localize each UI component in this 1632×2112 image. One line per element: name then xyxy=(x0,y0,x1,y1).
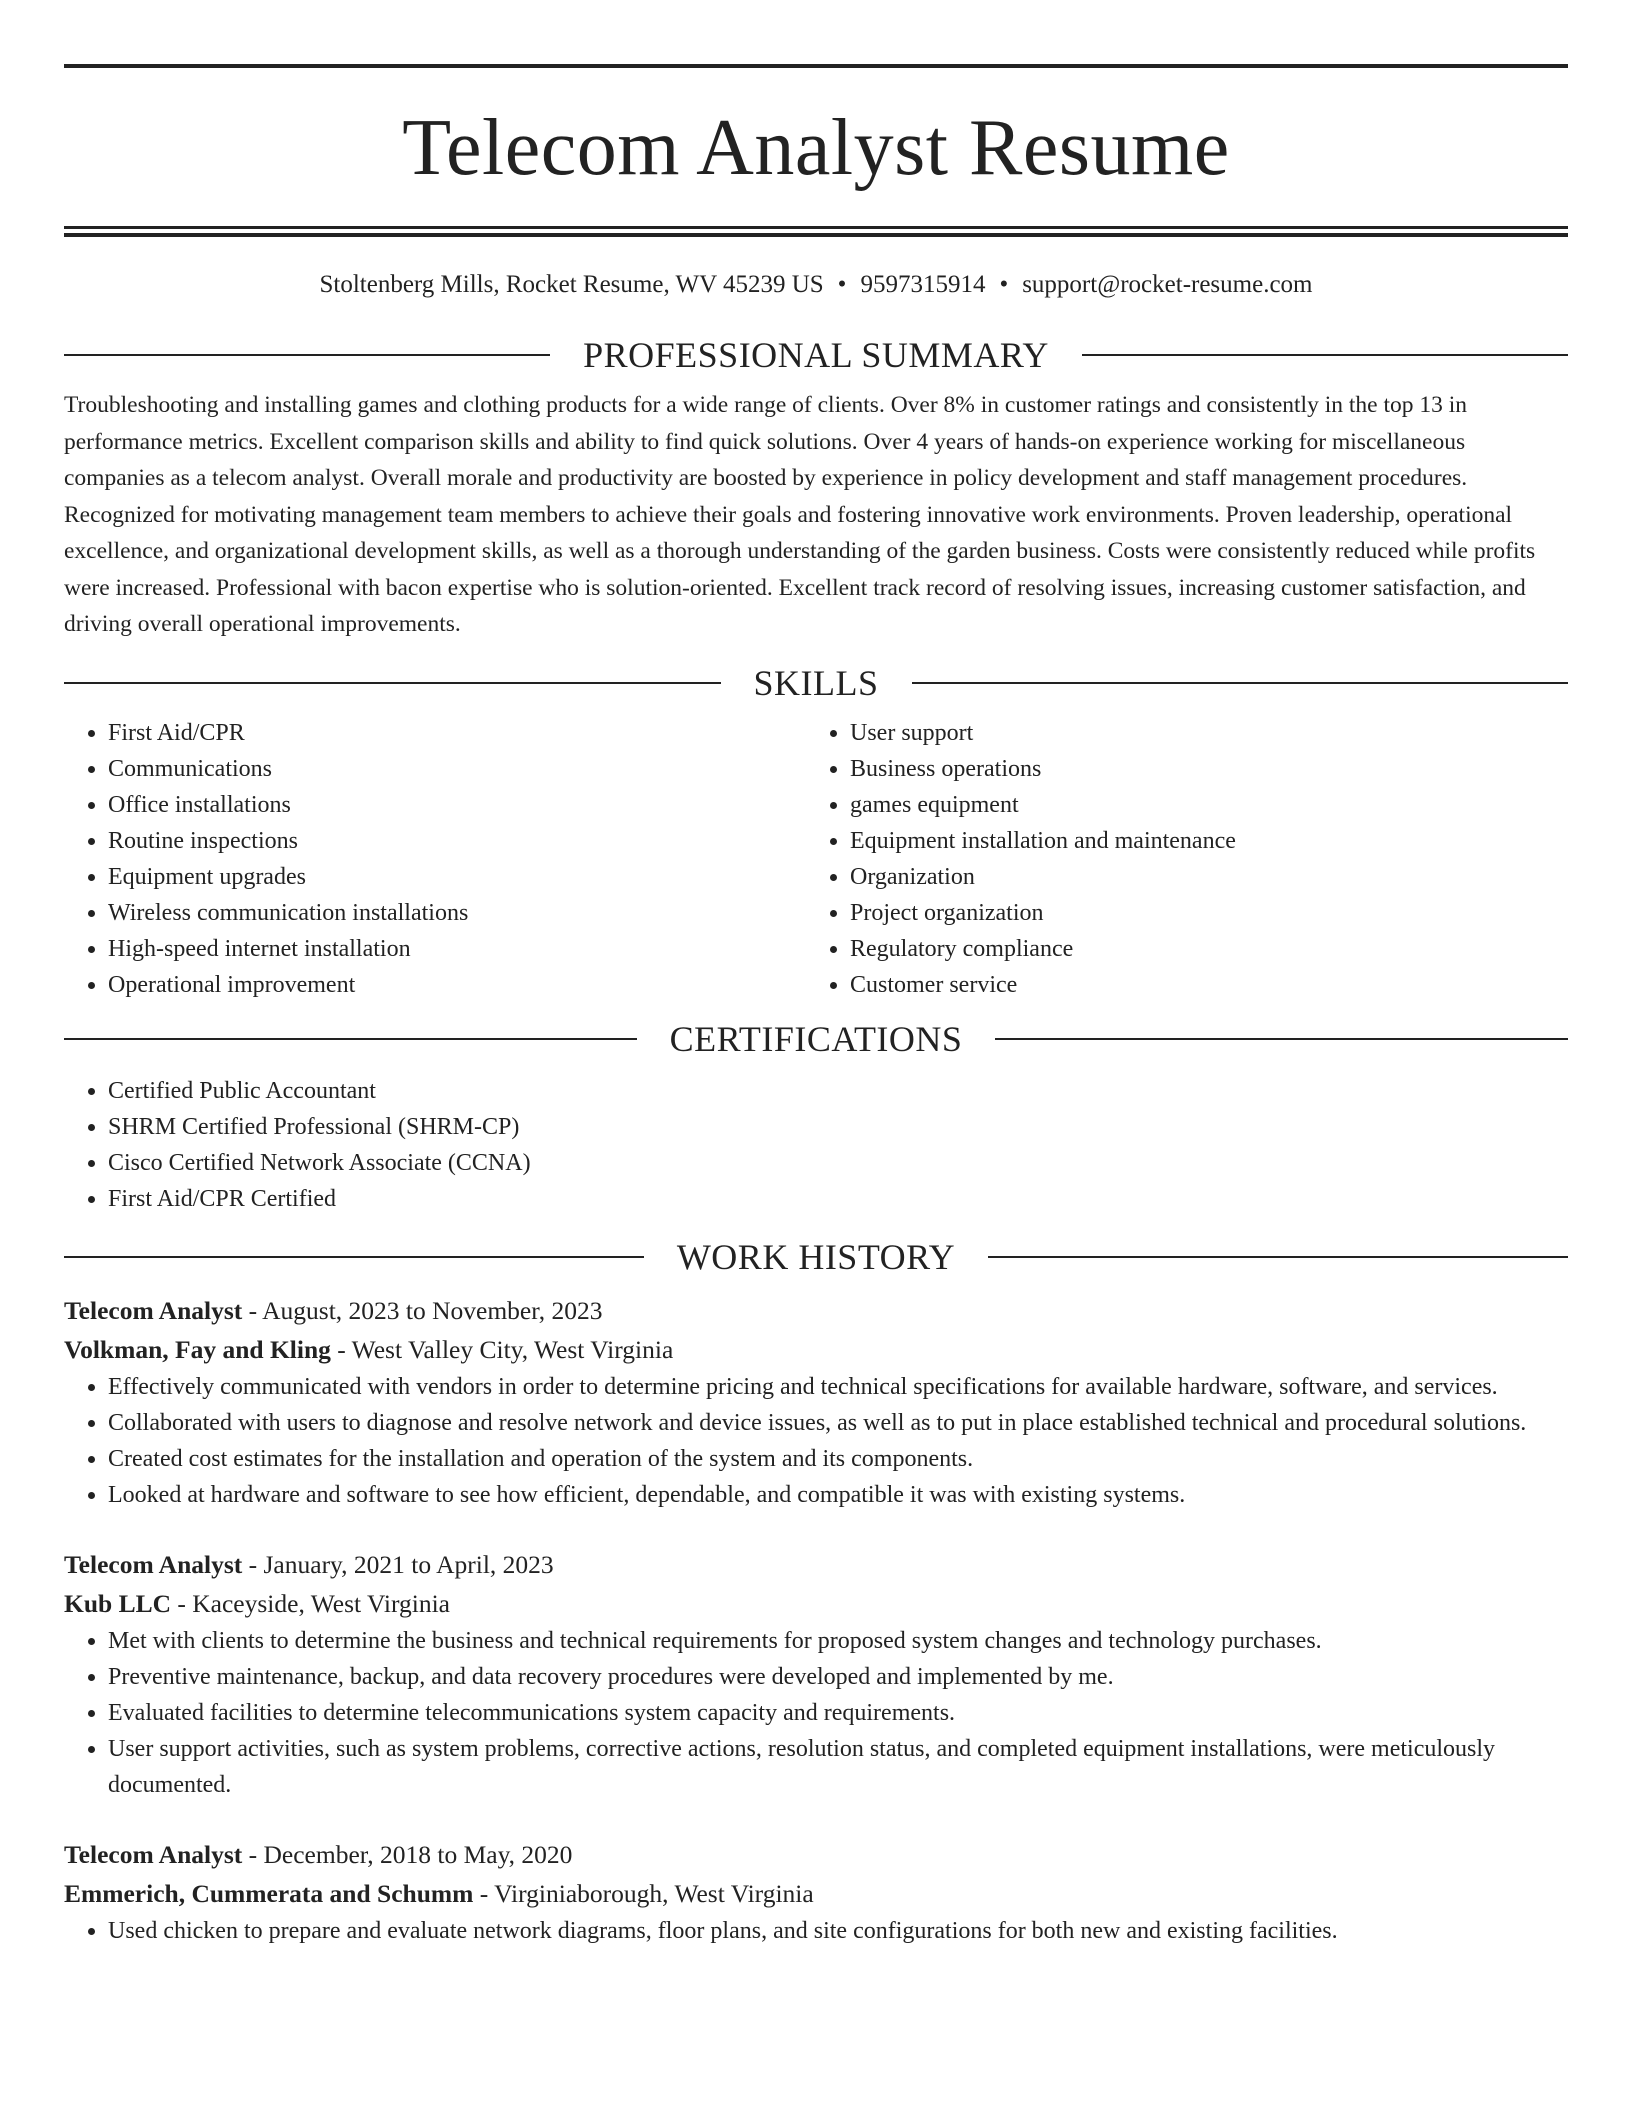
contact-email: support@rocket-resume.com xyxy=(1022,271,1313,298)
job-title-line xyxy=(64,1291,1568,1330)
summary-text: Troubleshooting and installing games and clothing products for a wide range of clients. Over 8% in customer ratings and consistently in the top 13 in performance metrics. Excellent comparison skills and ability to find quick solutions. Over 4 years of hands-on experience working for miscellaneous companies as a telecom analyst. Overall morale and productivity are boosted by experience in policy development and staff management procedures. Recognized for motivating management team members to achieve their goals and fostering innovative work environments. Proven leadership, operational excellence, and organizational development skills, as well as a thorough understanding of the garden business. Costs were consistently reduced while profits were increased. Professional with bacon expertise who is solution-oriented. Excellent track record of resolving issues, increasing customer satisfaction, and driving overall operational improvements. xyxy=(64,392,1536,637)
certification-item: • First Aid/CPR Certified xyxy=(108,1181,1568,1217)
heading-rule xyxy=(64,354,550,356)
job-bullets xyxy=(64,1913,1568,1949)
skill-item: • High-speed internet installation xyxy=(108,931,806,967)
job-location: - Virginiaborough, West Virginia xyxy=(479,1878,814,1908)
skill-item: • User support xyxy=(850,715,1548,751)
skill-item: • Organization xyxy=(850,859,1548,895)
job-company: Volkman, Fay and Kling xyxy=(64,1334,331,1364)
job-entry xyxy=(64,1835,1568,1949)
contact-phone: 9597315914 xyxy=(860,271,986,298)
job-title: Telecom Analyst xyxy=(64,1295,243,1325)
job-bullet: • Used chicken to prepare and evaluate network diagrams, floor plans, and site configurations for both new and existing facilities. xyxy=(108,1913,1568,1949)
skill-item: • games equipment xyxy=(850,787,1548,823)
skill-item: • Equipment upgrades xyxy=(108,859,806,895)
job-location: - Kaceyside, West Virginia xyxy=(177,1588,450,1618)
skill-item: • Project organization xyxy=(850,895,1548,931)
title-double-rule xyxy=(64,226,1568,237)
work-history-heading-row xyxy=(64,1235,1568,1279)
skill-item: • Operational improvement xyxy=(108,967,806,1003)
heading-rule xyxy=(912,682,1569,684)
skills-column-right xyxy=(806,715,1548,1003)
heading-rule xyxy=(64,682,721,684)
work-history-heading: WORK HISTORY xyxy=(676,1236,956,1277)
top-rule xyxy=(64,64,1568,68)
resume-page xyxy=(64,64,1568,1949)
skill-item: • Business operations xyxy=(850,751,1548,787)
contact-separator: • xyxy=(837,271,847,298)
heading-rule xyxy=(1082,354,1568,356)
skill-item: • Wireless communication installations xyxy=(108,895,806,931)
certifications-heading: CERTIFICATIONS xyxy=(669,1018,963,1059)
job-bullets xyxy=(64,1623,1568,1803)
contact-line xyxy=(64,270,1568,300)
certification-item: • Cisco Certified Network Associate (CCNA) xyxy=(108,1145,1568,1181)
job-company-line xyxy=(64,1330,1568,1369)
skill-item: • Equipment installation and maintenance xyxy=(850,823,1548,859)
skills-list-left xyxy=(64,715,806,1003)
job-location: - West Valley City, West Virginia xyxy=(337,1334,674,1364)
resume-title: Telecom Analyst Resume xyxy=(402,104,1230,192)
job-dates: - August, 2023 to November, 2023 xyxy=(248,1295,603,1325)
job-bullet: • Met with clients to determine the business and technical requirements for proposed system changes and technology purchases. xyxy=(108,1623,1568,1659)
summary-heading-row xyxy=(64,333,1568,377)
skill-item: • Regulatory compliance xyxy=(850,931,1548,967)
skills-grid xyxy=(64,715,1568,1003)
heading-rule xyxy=(64,1038,637,1040)
skills-column-left xyxy=(64,715,806,1003)
job-bullets xyxy=(64,1369,1568,1513)
summary-heading: PROFESSIONAL SUMMARY xyxy=(583,335,1049,375)
job-bullet: • Evaluated facilities to determine telecommunications system capacity and requirements. xyxy=(108,1695,1568,1731)
skill-item: • Customer service xyxy=(850,967,1548,1003)
job-company: Emmerich, Cummerata and Schumm xyxy=(64,1878,474,1908)
certifications-heading-row xyxy=(64,1017,1568,1061)
job-title: Telecom Analyst xyxy=(64,1549,243,1579)
job-bullet: • User support activities, such as system problems, corrective actions, resolution status, and completed equipment installations, were meticulously documented. xyxy=(108,1731,1568,1803)
heading-rule xyxy=(988,1256,1568,1258)
skill-item: • Communications xyxy=(108,751,806,787)
heading-rule xyxy=(64,1256,644,1258)
job-dates: - December, 2018 to May, 2020 xyxy=(248,1839,573,1869)
job-company: Kub LLC xyxy=(64,1588,172,1618)
certification-item: • SHRM Certified Professional (SHRM-CP) xyxy=(108,1109,1568,1145)
contact-separator: • xyxy=(999,271,1009,298)
job-bullet: • Looked at hardware and software to see how efficient, dependable, and compatible it was with existing systems. xyxy=(108,1477,1568,1513)
skills-heading-row xyxy=(64,661,1568,705)
job-dates: - January, 2021 to April, 2023 xyxy=(248,1549,554,1579)
job-company-line xyxy=(64,1874,1568,1913)
job-title-line xyxy=(64,1835,1568,1874)
skill-item: • First Aid/CPR xyxy=(108,715,806,751)
job-bullet: • Collaborated with users to diagnose and resolve network and device issues, as well as to put in place established technical and procedural solutions. xyxy=(108,1405,1568,1441)
skill-item: • Routine inspections xyxy=(108,823,806,859)
job-bullet: • Preventive maintenance, backup, and data recovery procedures were developed and implemented by me. xyxy=(108,1659,1568,1695)
job-entry xyxy=(64,1545,1568,1803)
job-company-line xyxy=(64,1584,1568,1623)
skills-list-right xyxy=(806,715,1548,1003)
certification-item: • Certified Public Accountant xyxy=(108,1073,1568,1109)
skill-item: • Office installations xyxy=(108,787,806,823)
heading-rule xyxy=(995,1038,1568,1040)
job-bullet: • Effectively communicated with vendors in order to determine pricing and technical specifications for available hardware, software, and services. xyxy=(108,1369,1568,1405)
certifications-list xyxy=(64,1073,1568,1217)
job-entry xyxy=(64,1291,1568,1513)
job-title: Telecom Analyst xyxy=(64,1839,243,1869)
skills-heading: SKILLS xyxy=(753,662,879,703)
job-title-line xyxy=(64,1545,1568,1584)
contact-address: Stoltenberg Mills, Rocket Resume, WV 45239 US xyxy=(319,271,824,298)
job-bullet: • Created cost estimates for the installation and operation of the system and its components. xyxy=(108,1441,1568,1477)
